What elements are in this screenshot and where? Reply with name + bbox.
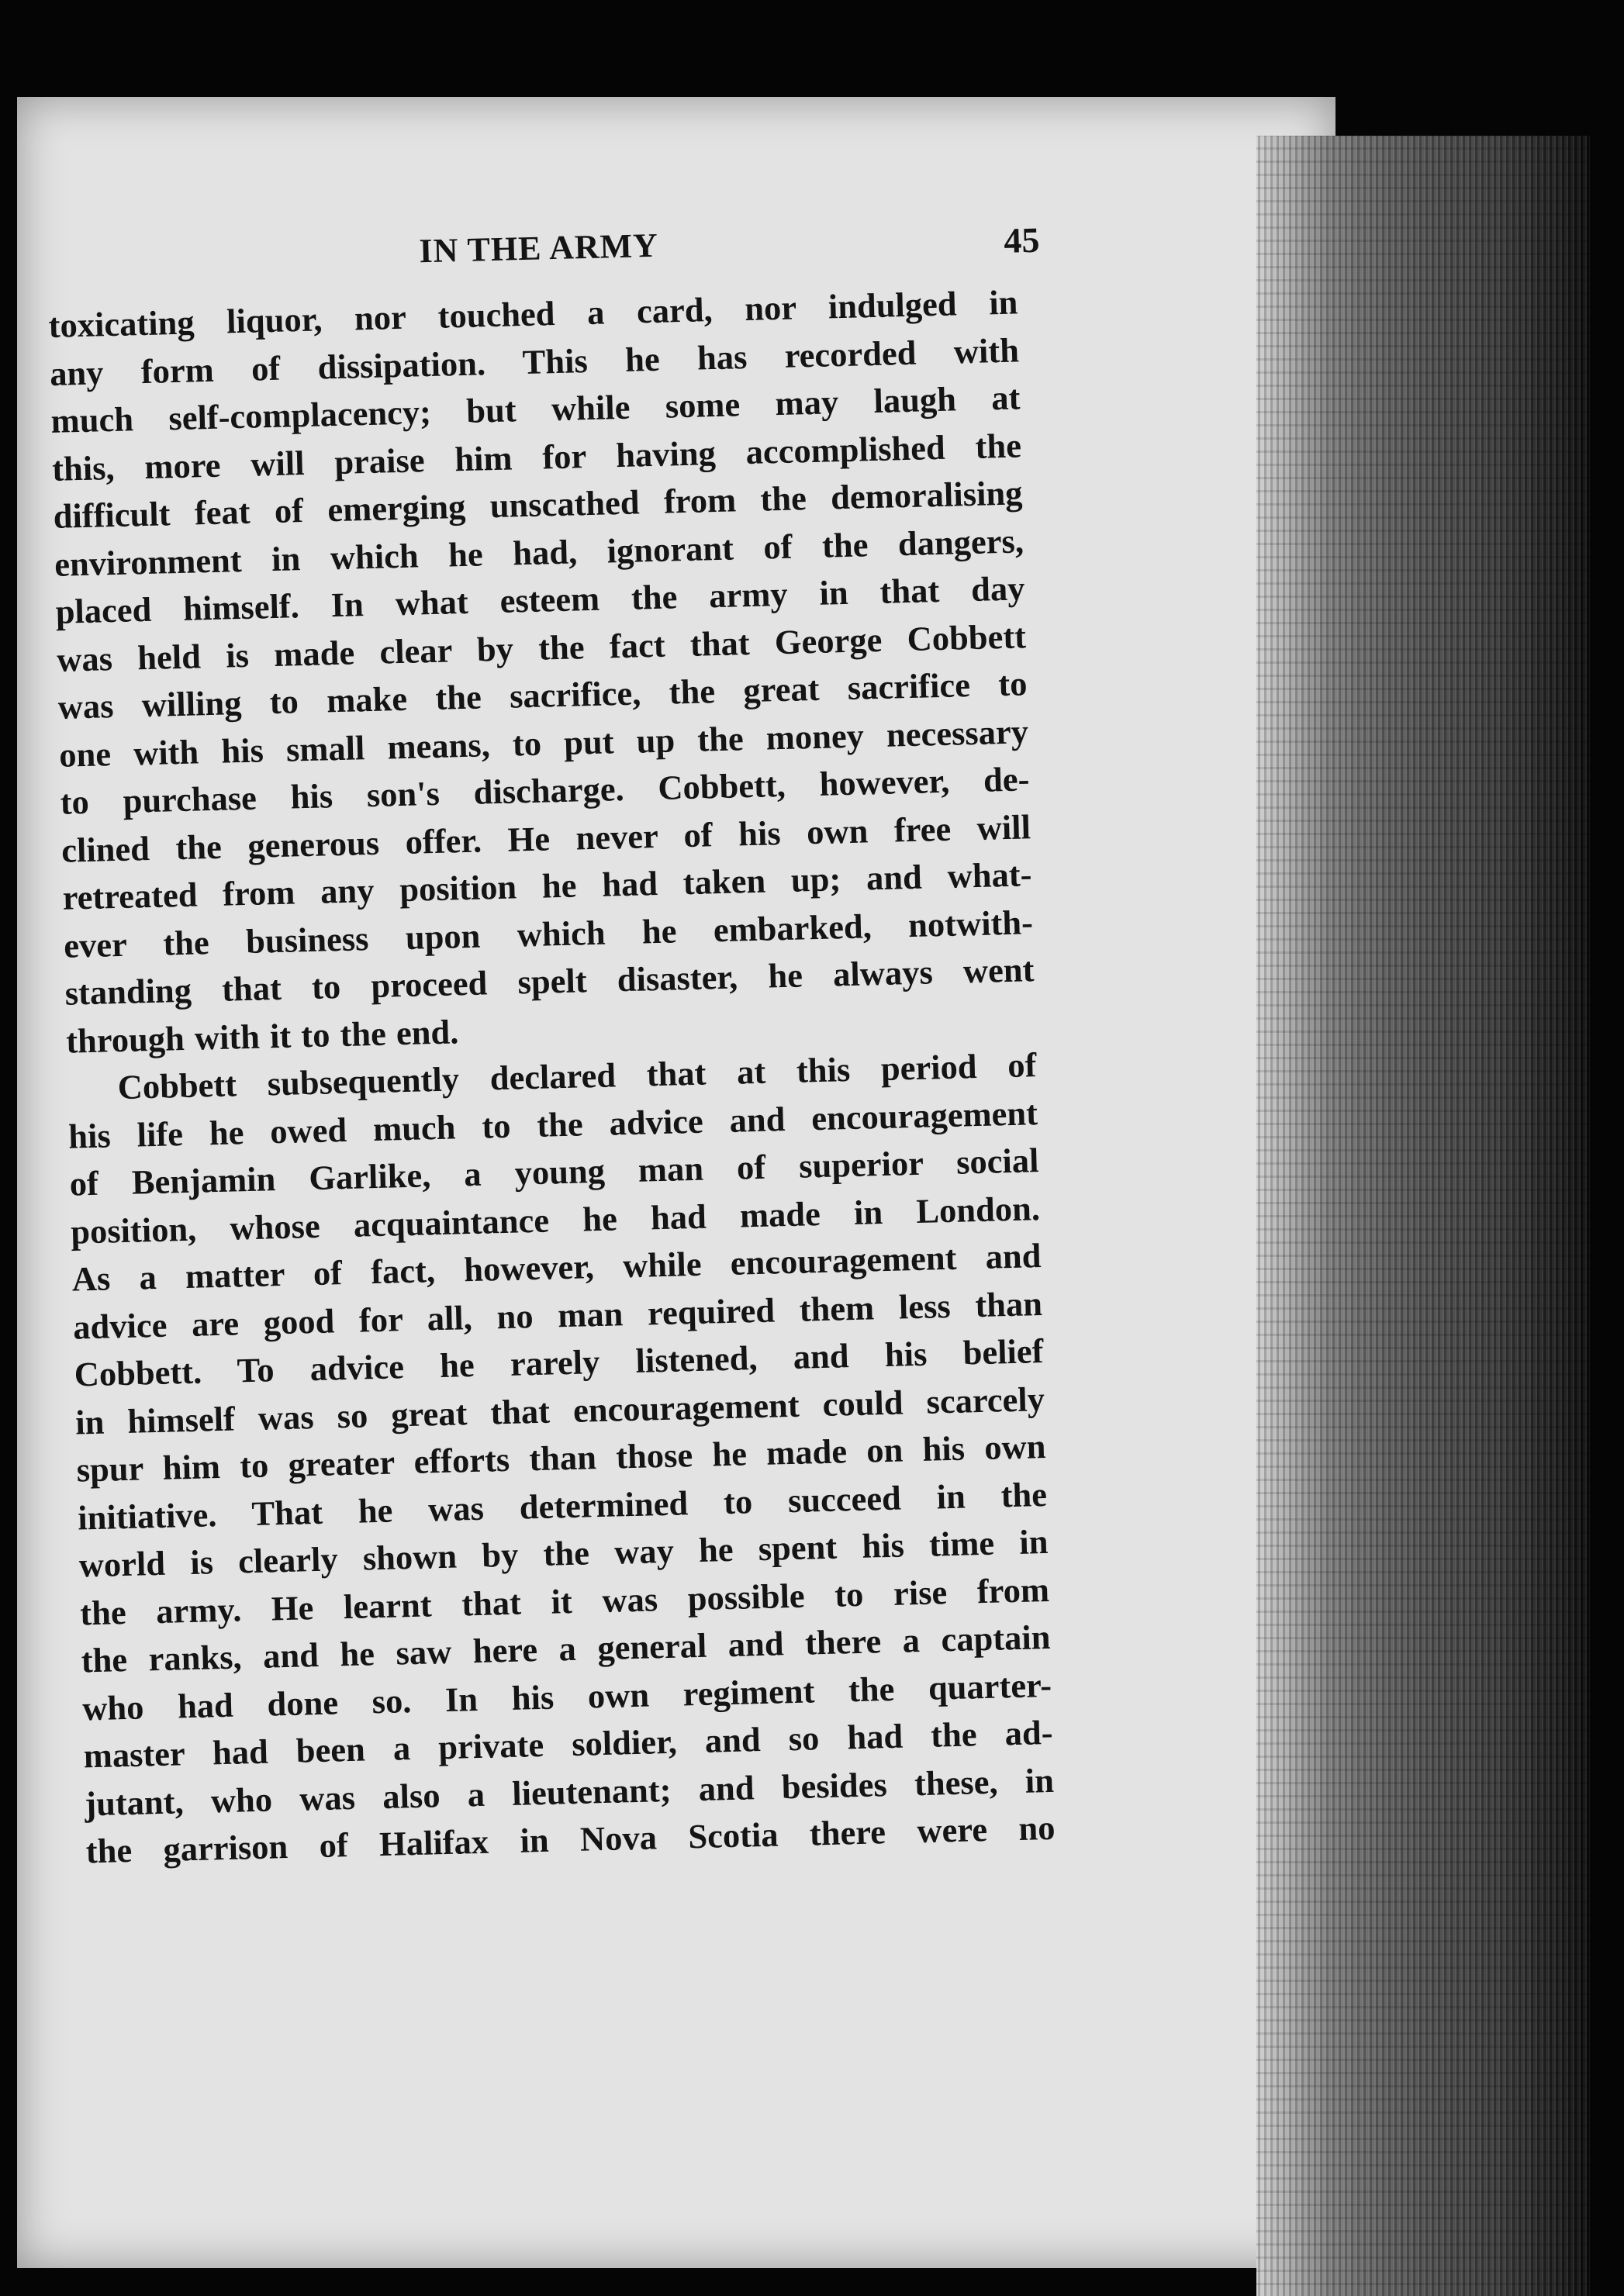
text-line: to purchase his son's discharge. Cobbett, however, de- [60,759,1030,822]
text-line: difficult feat of emerging unscathed from the demoralising [53,473,1023,536]
text-line: the army. He learnt that it was possible to rise from [79,1569,1050,1632]
text-line: ever the business upon which he embarked, notwith- [63,902,1034,965]
page-text-block [47,216,1056,1875]
text-line: advice are good for all, no man required them less than [72,1283,1043,1347]
text-line: the ranks, and he saw here a general and there a captain [81,1617,1051,1680]
text-line: initiative. That he was determined to succeed in the [77,1474,1048,1538]
book-page-edges [1256,136,1590,2296]
text-line: any form of dissipation. This he has recorded with [49,330,1020,393]
paragraph-2 [67,1041,1056,1876]
paragraph-1 [48,278,1036,1065]
text-line: master had been a private soldier, and so had the ad- [83,1712,1054,1776]
text-line: jutant, who was also a lieutenant; and besides these, in [84,1760,1055,1823]
text-line: placed himself. In what esteem the army in that day [55,568,1025,631]
text-line: clined the generous offer. He never of his own free will [60,806,1031,870]
text-line: retreated from any position he had taken up; and what- [62,855,1032,917]
running-title: IN THE ARMY [418,226,659,271]
text-line: through with it to the end. [65,1011,459,1061]
text-line: was willing to make the sacrifice, the great sacrifice to [57,664,1028,727]
text-line: one with his small means, to put up the money necessary [58,711,1029,775]
text-line: Cobbett subsequently declared that at this period of [117,1045,1037,1107]
text-line: his life he owed much to the advice and encouragement [67,1093,1038,1156]
text-line: who had done so. In his own regiment the quarter- [81,1665,1052,1728]
text-line: world is clearly shown by the way he spent his time in [78,1521,1049,1585]
text-line: position, whose acquaintance he had made in London. [70,1188,1041,1252]
text-line: spur him to greater efforts than those he made on his own [76,1426,1046,1490]
text-line: this, more will praise him for having accomplished the [51,425,1022,489]
page-edge-texture [1256,136,1590,2296]
text-line: in himself was so great that encouragement could scarcely [74,1379,1045,1442]
text-line: of Benjamin Garlike, a young man of superior social [69,1141,1039,1203]
text-line: the garrison of Halifax in Nova Scotia there were no [85,1807,1056,1871]
text-line: toxicating liquor, nor touched a card, nor indulged in [48,282,1018,345]
text-line: As a matter of fact, however, while encouragement and [71,1236,1042,1299]
text-line: environment in which he had, ignorant of the dangers, [54,520,1025,584]
page-number: 45 [1003,219,1040,261]
text-line: standing that to proceed spelt disaster, he always went [64,950,1035,1013]
text-line: was held is made clear by the fact that George Cobbett [56,616,1027,679]
text-line: much self-complacency; but while some may laugh at [50,378,1021,440]
text-line: Cobbett. To advice he rarely listened, and his belief [74,1331,1044,1394]
